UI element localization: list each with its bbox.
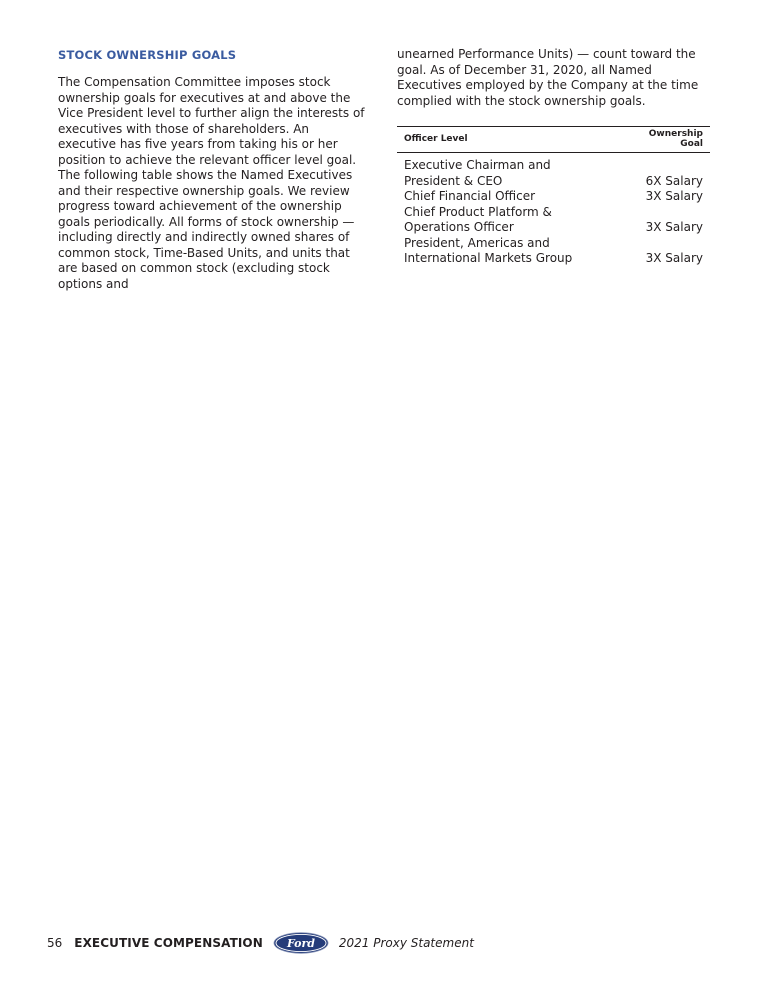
officer-level-text: Chief Product Platform & Operations Officer xyxy=(404,204,552,234)
ownership-goals-table xyxy=(397,126,710,267)
officer-level-cell xyxy=(397,236,628,267)
right-column xyxy=(397,47,710,267)
table-row xyxy=(397,189,710,205)
officer-level-cell xyxy=(397,205,628,236)
document-title: 2021 Proxy Statement xyxy=(338,936,474,950)
ownership-goal-cell: 6X Salary xyxy=(645,173,703,188)
officer-level-text: Executive Chairman and President & CEO xyxy=(404,158,551,188)
footer-section-name: EXECUTIVE COMPENSATION xyxy=(74,936,263,950)
table-row xyxy=(397,236,710,267)
officer-level-text: Chief Financial Officer xyxy=(404,189,536,203)
table-row xyxy=(397,153,710,190)
paragraph-right: unearned Performance Units) — count toward the goal. As of December 31, 2020, all Named Executives employed by the Company at the time complied with the stock ownership goals. xyxy=(397,47,699,108)
logo-text: Ford xyxy=(286,937,315,950)
ford-logo-icon xyxy=(273,932,329,954)
ownership-goal-cell: 3X Salary xyxy=(645,220,703,234)
officer-level-cell xyxy=(397,153,628,190)
section-heading: STOCK OWNERSHIP GOALS xyxy=(58,48,237,62)
table-row xyxy=(397,205,710,236)
ownership-goal-cell: 3X Salary xyxy=(645,251,703,265)
page-footer xyxy=(47,932,474,954)
page-number: 56 xyxy=(47,936,63,950)
paragraph-left: The Compensation Committee imposes stock ownership goals for executives at and above the Vice President level to further align the interests of executives with those of shareholders. An executive has five years from taking his or her position to achieve the relevant officer level goal. The following table shows the Named Executives and their respective ownership goals. We review progress toward achievement of the ownership goals periodically. All forms of stock ownership — including directly and indirectly owned shares of common stock, Time-Based Units, and units that are based on common stock (excluding stock options and xyxy=(58,75,365,291)
header-ownership-goal: Ownership Goal xyxy=(628,127,710,153)
ownership-goal-cell: 3X Salary xyxy=(645,189,703,203)
table-header-row xyxy=(397,127,710,153)
header-officer-level: Officer Level xyxy=(397,127,628,153)
officer-level-cell xyxy=(397,189,628,205)
left-column xyxy=(58,47,370,292)
officer-level-text: President, Americas and International Markets Group xyxy=(404,235,573,265)
